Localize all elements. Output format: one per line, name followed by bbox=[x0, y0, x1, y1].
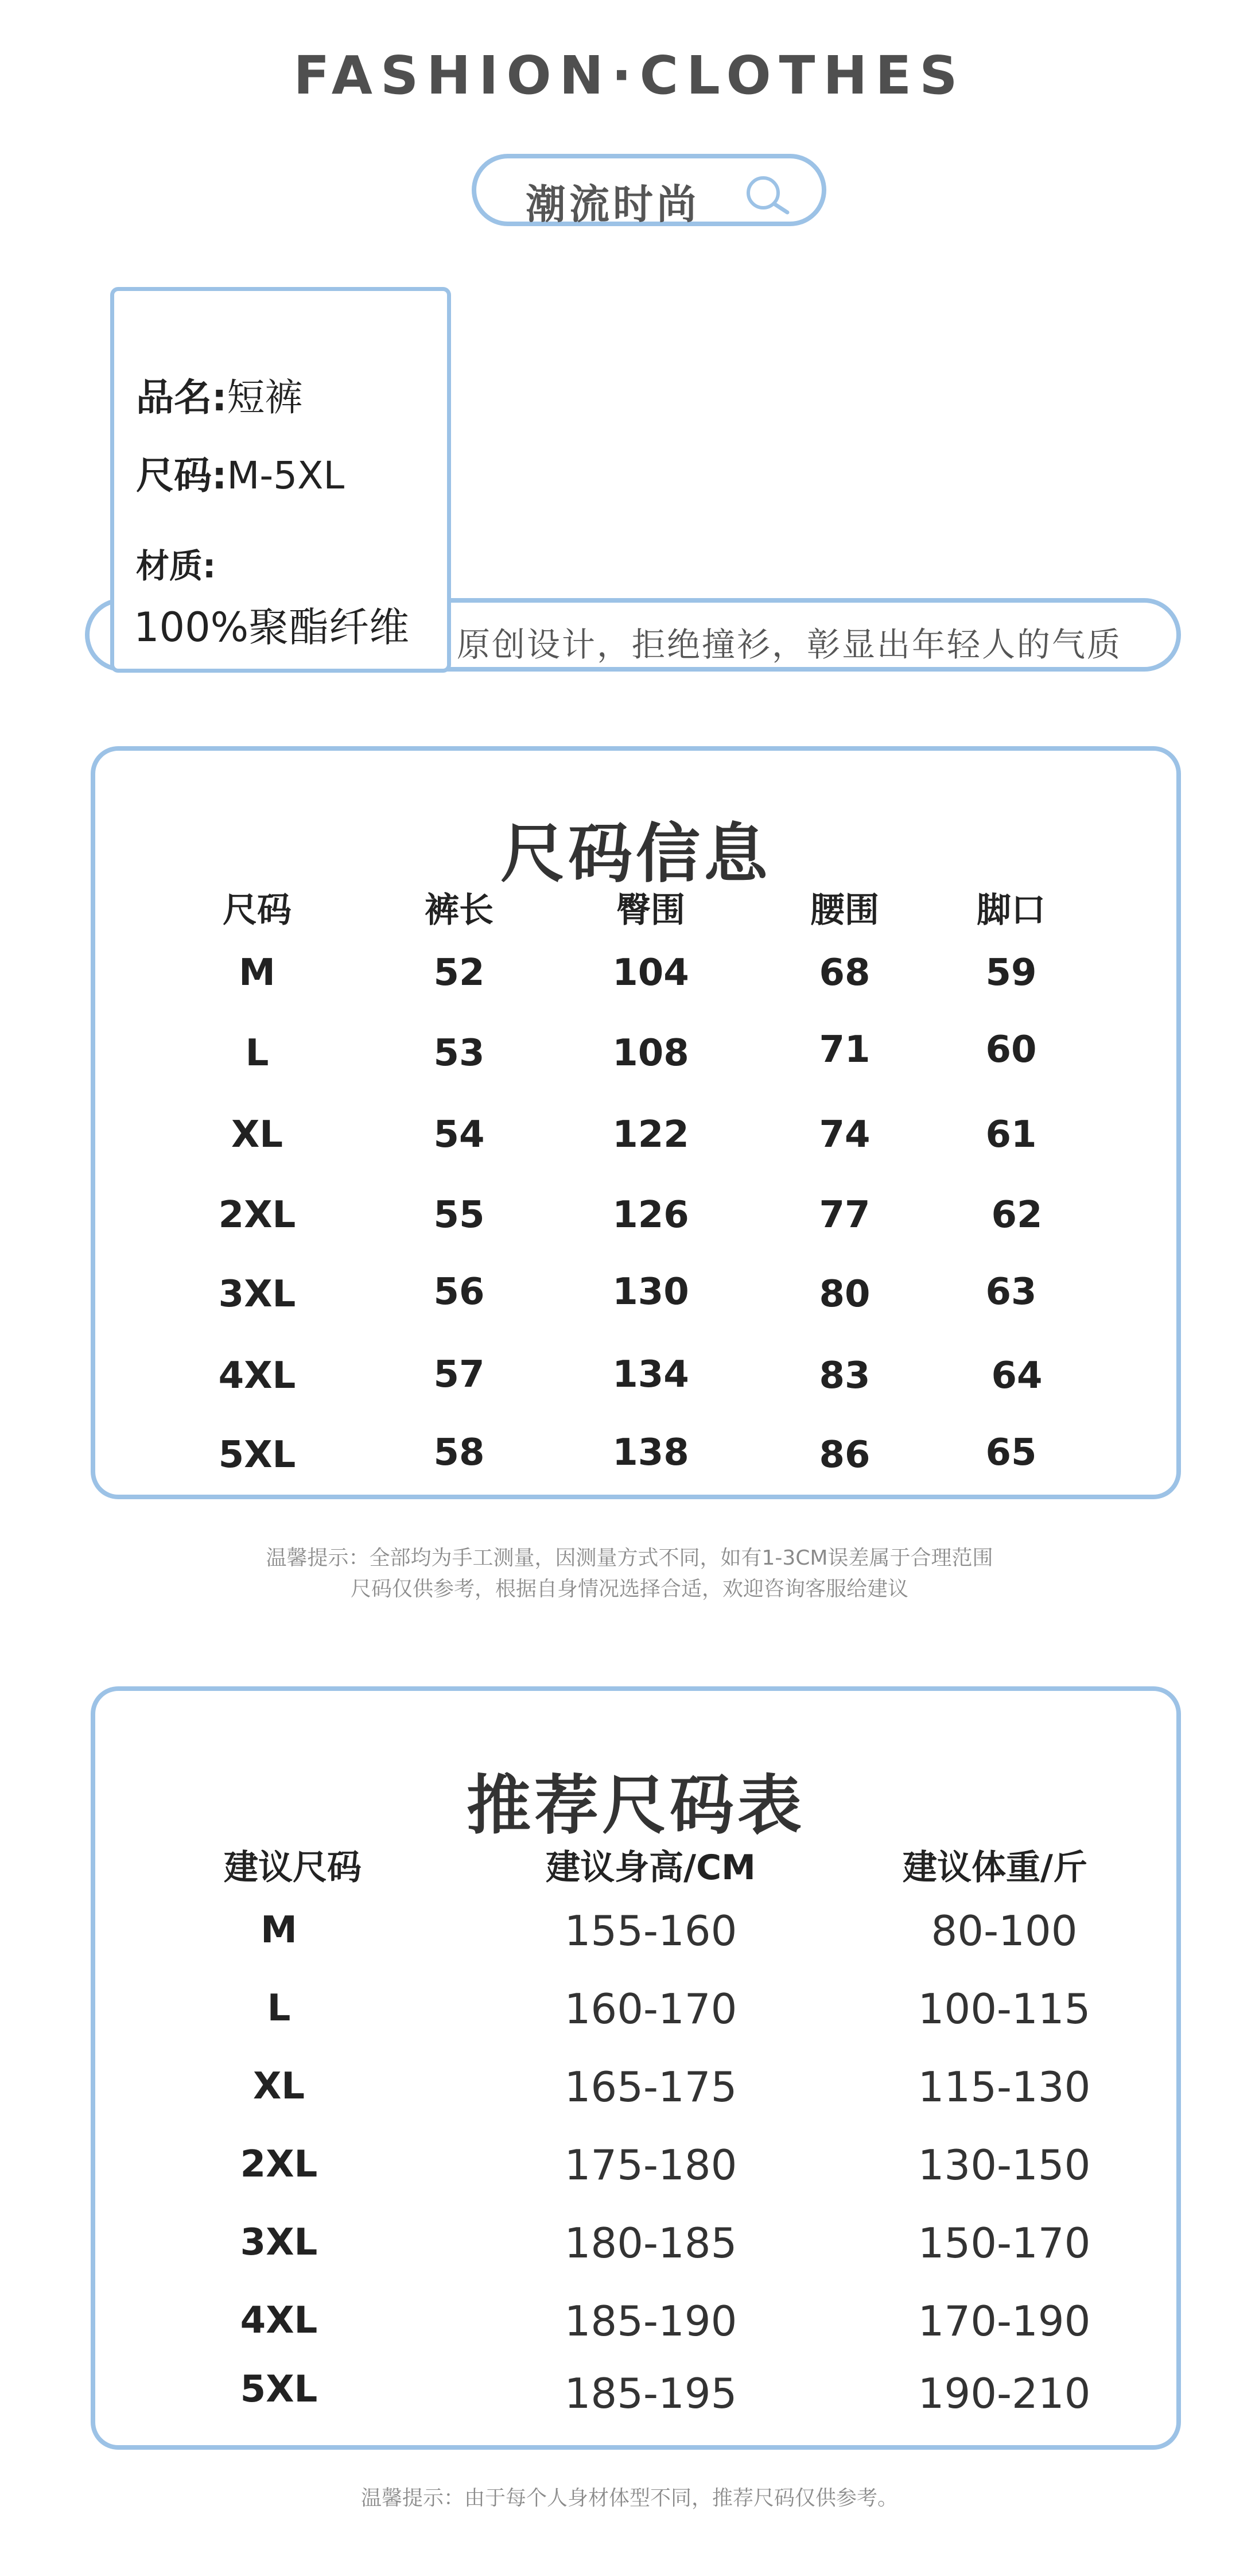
table-cell: 160-170 bbox=[564, 1985, 737, 2033]
recommend-header-cell: 建议身高/CM bbox=[546, 1848, 756, 1888]
size-header-cell: 裤长 bbox=[425, 890, 494, 930]
product-material-label: 材质: bbox=[136, 546, 216, 585]
product-size-value: M-5XL bbox=[227, 453, 345, 498]
table-cell: 63 bbox=[985, 1271, 1037, 1313]
table-cell: 80 bbox=[819, 1273, 871, 1316]
table-cell: 130 bbox=[612, 1271, 689, 1313]
table-cell: 4XL bbox=[240, 2299, 318, 2342]
table-cell: 185-190 bbox=[564, 2297, 737, 2345]
size-header-cell: 臀围 bbox=[616, 890, 685, 930]
table-cell: L bbox=[267, 1987, 291, 2030]
size-info-panel bbox=[91, 746, 1181, 1499]
table-cell: 180-185 bbox=[564, 2219, 737, 2267]
size-header-cell: 尺码 bbox=[223, 890, 292, 930]
table-cell: 2XL bbox=[240, 2143, 318, 2186]
table-cell: 190-210 bbox=[918, 2369, 1091, 2418]
table-cell: 56 bbox=[433, 1271, 485, 1313]
size-header-cell: 脚口 bbox=[977, 890, 1046, 930]
product-size-row bbox=[136, 445, 344, 499]
table-cell: 3XL bbox=[218, 1273, 296, 1316]
table-cell: 52 bbox=[433, 952, 485, 994]
table-cell: 134 bbox=[612, 1353, 689, 1396]
table-cell: 138 bbox=[612, 1431, 689, 1474]
table-cell: 2XL bbox=[218, 1194, 296, 1236]
table-cell: 4XL bbox=[218, 1355, 296, 1397]
recommend-title: 推荐尺码表 bbox=[467, 1768, 805, 1843]
table-cell: 74 bbox=[819, 1114, 871, 1156]
recommend-header-cell: 建议尺码 bbox=[224, 1848, 362, 1888]
brand-title: FASHION·CLOTHES bbox=[293, 45, 966, 106]
table-cell: XL bbox=[252, 2065, 305, 2108]
table-cell: 86 bbox=[819, 1434, 871, 1476]
product-name-row bbox=[136, 367, 302, 421]
table-cell: M bbox=[261, 1909, 297, 1952]
table-cell: 104 bbox=[612, 952, 689, 994]
search-icon bbox=[741, 174, 793, 215]
table-cell: 130-150 bbox=[918, 2141, 1091, 2189]
table-cell: 58 bbox=[433, 1431, 485, 1474]
size-note-line: 温馨提示：全部均为手工测量，因测量方式不同，如有1-3CM误差属于合理范围 bbox=[266, 1546, 993, 1570]
table-cell: 122 bbox=[612, 1114, 689, 1156]
table-cell: 5XL bbox=[218, 1434, 296, 1476]
size-header-cell: 腰围 bbox=[810, 890, 879, 930]
table-cell: 59 bbox=[985, 952, 1037, 994]
table-cell: 53 bbox=[433, 1032, 485, 1074]
table-cell: 175-180 bbox=[564, 2141, 737, 2189]
recommend-note: 温馨提示：由于每个人身材体型不同，推荐尺码仅供参考。 bbox=[360, 2486, 898, 2510]
table-cell: 62 bbox=[991, 1194, 1043, 1236]
table-cell: XL bbox=[231, 1114, 283, 1156]
size-note-line: 尺码仅供参考，根据自身情况选择合适，欢迎咨询客服给建议 bbox=[350, 1577, 908, 1601]
size-info-title: 尺码信息 bbox=[500, 817, 771, 891]
table-cell: 150-170 bbox=[918, 2219, 1091, 2267]
table-cell: 57 bbox=[433, 1353, 485, 1396]
table-cell: 77 bbox=[819, 1194, 871, 1236]
table-cell: M bbox=[239, 952, 275, 994]
table-cell: 64 bbox=[991, 1355, 1043, 1397]
table-cell: 80-100 bbox=[931, 1907, 1078, 1955]
table-cell: 68 bbox=[819, 952, 871, 994]
product-material-row bbox=[136, 539, 216, 587]
table-cell: 83 bbox=[819, 1355, 871, 1397]
table-cell: 126 bbox=[612, 1194, 689, 1236]
table-cell: L bbox=[245, 1032, 269, 1074]
table-cell: 65 bbox=[985, 1431, 1037, 1474]
size-note bbox=[0, 1543, 1259, 1605]
product-info-card bbox=[110, 287, 451, 673]
table-cell: 115-130 bbox=[918, 2063, 1091, 2111]
table-cell: 55 bbox=[433, 1194, 485, 1236]
product-material-value: 100%聚酯纤维 bbox=[134, 604, 410, 651]
table-cell: 54 bbox=[433, 1114, 485, 1156]
table-cell: 60 bbox=[985, 1029, 1037, 1071]
table-cell: 100-115 bbox=[918, 1985, 1091, 2033]
search-pill[interactable] bbox=[472, 154, 826, 226]
table-cell: 3XL bbox=[240, 2221, 318, 2264]
table-cell: 5XL bbox=[240, 2368, 318, 2411]
product-size-label: 尺码: bbox=[136, 453, 227, 498]
table-cell: 185-195 bbox=[564, 2369, 737, 2418]
table-cell: 165-175 bbox=[564, 2063, 737, 2111]
table-cell: 170-190 bbox=[918, 2297, 1091, 2345]
slogan-text: 原创设计，拒绝撞衫，彰显出年轻人的气质 bbox=[457, 625, 1122, 664]
recommend-header-cell: 建议体重/斤 bbox=[903, 1848, 1087, 1888]
recommend-panel bbox=[91, 1686, 1181, 2450]
product-name-value: 短裤 bbox=[227, 375, 303, 420]
table-cell: 61 bbox=[985, 1114, 1037, 1156]
table-cell: 108 bbox=[612, 1032, 689, 1074]
table-cell: 71 bbox=[819, 1029, 871, 1071]
product-name-label: 品名: bbox=[136, 375, 227, 420]
table-cell: 155-160 bbox=[564, 1907, 737, 1955]
search-pill-label: 潮流时尚 bbox=[526, 181, 700, 228]
